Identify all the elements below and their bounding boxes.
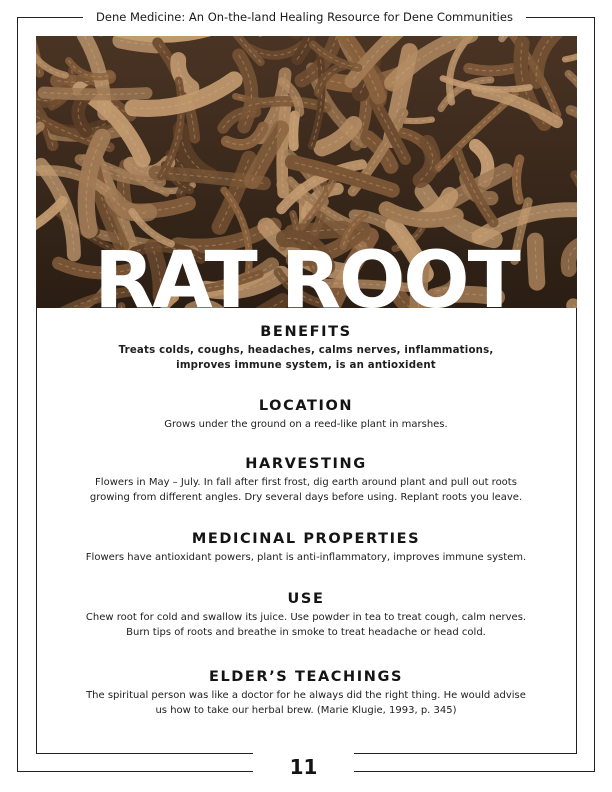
section-text (52, 611, 560, 640)
section-use (52, 589, 560, 640)
hero-title: RAT ROOT (94, 236, 519, 308)
outer-frame-bottom-right (354, 771, 595, 772)
section-line: Treats colds, coughs, headaches, calms nerves, inflammations, (118, 345, 494, 356)
section-line: improves immune system, is an antioxident (176, 359, 436, 371)
header-rule-left (17, 17, 83, 18)
page-number: 11 (289, 755, 318, 779)
outer-frame-bottom-left (17, 771, 253, 772)
section-heading: LOCATION (258, 398, 354, 414)
section-heading: MEDICINAL PROPERTIES (191, 531, 421, 547)
outer-frame-right (594, 17, 595, 772)
section-location (52, 396, 560, 433)
section-elders-teachings (52, 667, 560, 718)
section-line: Flowers in May – July. In fall after first frost, dig earth around plant and pull out roots (95, 477, 517, 488)
section-line: The spiritual person was like a doctor for he always did the right thing. He would advise (86, 690, 526, 701)
section-heading: USE (287, 591, 325, 607)
section-text (52, 344, 560, 373)
section-text (52, 418, 560, 433)
section-line: growing from different angles. Dry several days before using. Replant roots you leave. (89, 491, 523, 503)
outer-frame-left (17, 17, 18, 772)
section-heading: HARVESTING (245, 456, 367, 472)
section-harvesting (52, 454, 560, 505)
section-line: Chew root for cold and swallow its juice. Use powder in tea to treat cough, calm nerves. (85, 612, 527, 623)
section-text (52, 476, 560, 505)
section-line: Grows under the ground on a reed-like plant in marshes. (164, 419, 448, 430)
section-text (52, 551, 560, 566)
section-line: Burn tips of roots and breathe in smoke to treat headache or head cold. (126, 626, 486, 638)
section-heading: ELDER’S TEACHINGS (208, 669, 404, 685)
section-text (52, 689, 560, 718)
section-line: Flowers have antioxidant powers, plant is anti-inflammatory, improves immune system. (85, 552, 527, 563)
header-rule-right (526, 17, 595, 18)
section-line: us how to take our herbal brew. (Marie Klugie, 1993, p. 345) (155, 704, 457, 716)
section-benefits (52, 322, 560, 373)
section-heading: BENEFITS (260, 324, 352, 340)
inner-frame-bottom-left (36, 753, 253, 754)
section-medicinal-properties (52, 529, 560, 566)
rat-root-photo (36, 36, 577, 308)
inner-frame-bottom-right (354, 753, 577, 754)
header-title: Dene Medicine: An On-the-land Healing Resource for Dene Communities (96, 10, 513, 24)
